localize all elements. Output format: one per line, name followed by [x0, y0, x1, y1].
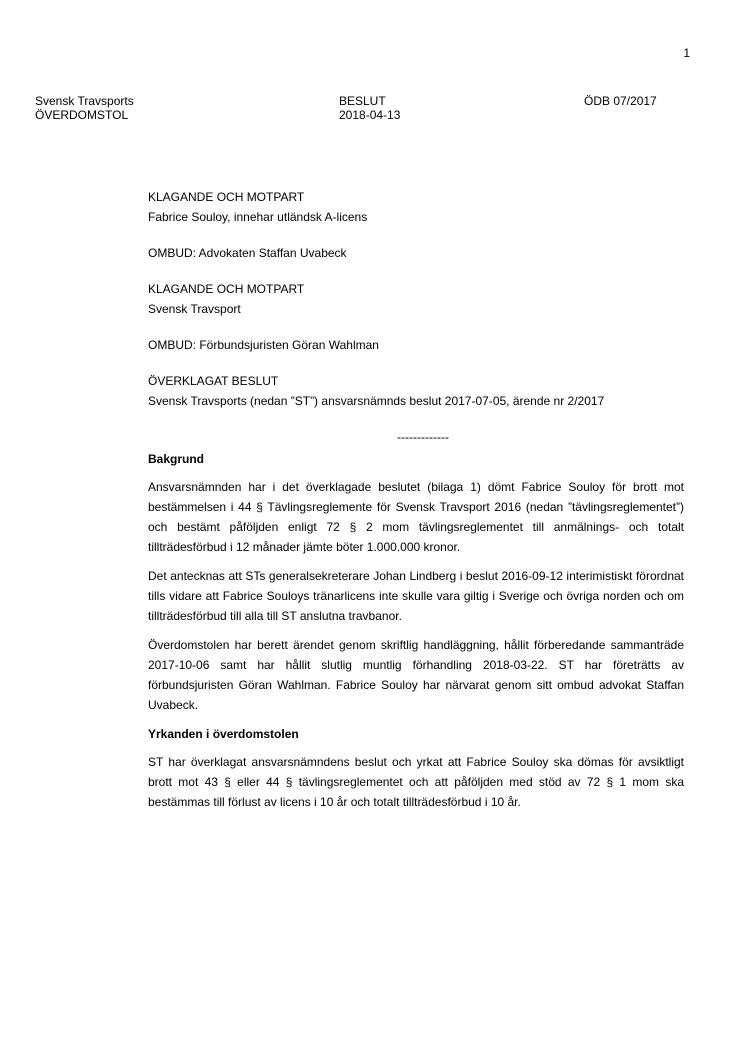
document-body	[148, 187, 684, 821]
section-heading-bakgrund: Bakgrund	[148, 452, 205, 466]
header-document	[339, 94, 400, 122]
party-value: Fabrice Souloy, innehar utländsk A-licens	[148, 210, 368, 224]
party-label: KLAGANDE OCH MOTPART	[148, 282, 305, 296]
party-block-1	[148, 187, 684, 227]
party-block-2	[148, 279, 684, 319]
counsel-value: OMBUD: Förbundsjuristen Göran Wahlman	[148, 338, 379, 352]
counsel-block-1	[148, 243, 684, 263]
section-heading-yrkanden: Yrkanden i överdomstolen	[148, 727, 299, 741]
paragraph: Överdomstolen har berett ärendet genom skriftlig handläggning, hållit förberedande sammanträde 2017-10-06 samt har hållit slutlig muntlig förhandling 2018-03-22. ST har företrätts av förbundsjuristen Göran Wahlman. Fabrice Souloy har närvarat genom sitt ombud advokat Staffan Uvabeck.	[148, 638, 684, 712]
org-body: ÖVERDOMSTOL	[35, 108, 129, 122]
counsel-block-2	[148, 335, 684, 355]
appealed-decision-label: ÖVERKLAGAT BESLUT	[148, 374, 279, 388]
org-name: Svensk Travsports	[35, 94, 134, 108]
party-label: KLAGANDE OCH MOTPART	[148, 190, 305, 204]
paragraph: ST har överklagat ansvarsnämndens beslut och yrkat att Fabrice Souloy ska dömas för avsiktligt brott mot 43 § eller 44 § tävlingsreglementet och att påföljden med stöd av 72 § 1 mom ska bestämmas till förlust av licens i 10 år och totalt tillträdesförbud i 10 år.	[148, 755, 684, 809]
appealed-decision-block	[148, 371, 684, 411]
paragraph: Ansvarsnämnden har i det överklagade beslutet (bilaga 1) dömt Fabrice Souloy för brott mot bestämmelsen i 44 § Tävlingsreglemente för Svensk Travsport 2016 (nedan ”tävlingsreglementet”) och bestämt påföljden enligt 72 § 2 mom tävlingsreglementet till anmälnings- och totalt tillträdesförbud i 12 månader jämte böter 1.000.000 kronor.	[148, 480, 684, 554]
paragraph: Det antecknas att STs generalsekreterare Johan Lindberg i beslut 2016-09-12 interimistiskt förordnat tills vidare att Fabrice Souloys tränarlicens inte skulle vara giltig i Sverige och övriga norden och om tillträdesförbud till alla till ST anslutna travbanor.	[148, 569, 684, 623]
separator-line: -------------	[397, 430, 449, 444]
counsel-value: OMBUD: Advokaten Staffan Uvabeck	[148, 246, 347, 260]
page-number: 1	[683, 46, 690, 60]
party-value: Svensk Travsport	[148, 302, 241, 316]
doc-type: BESLUT	[339, 94, 386, 108]
appealed-decision-value: Svensk Travsports (nedan ”ST”) ansvarsnämnds beslut 2017-07-05, ärende nr 2/2017	[148, 394, 605, 408]
doc-date: 2018-04-13	[339, 108, 401, 122]
case-reference: ÖDB 07/2017	[584, 94, 657, 108]
header-organization	[35, 94, 134, 122]
